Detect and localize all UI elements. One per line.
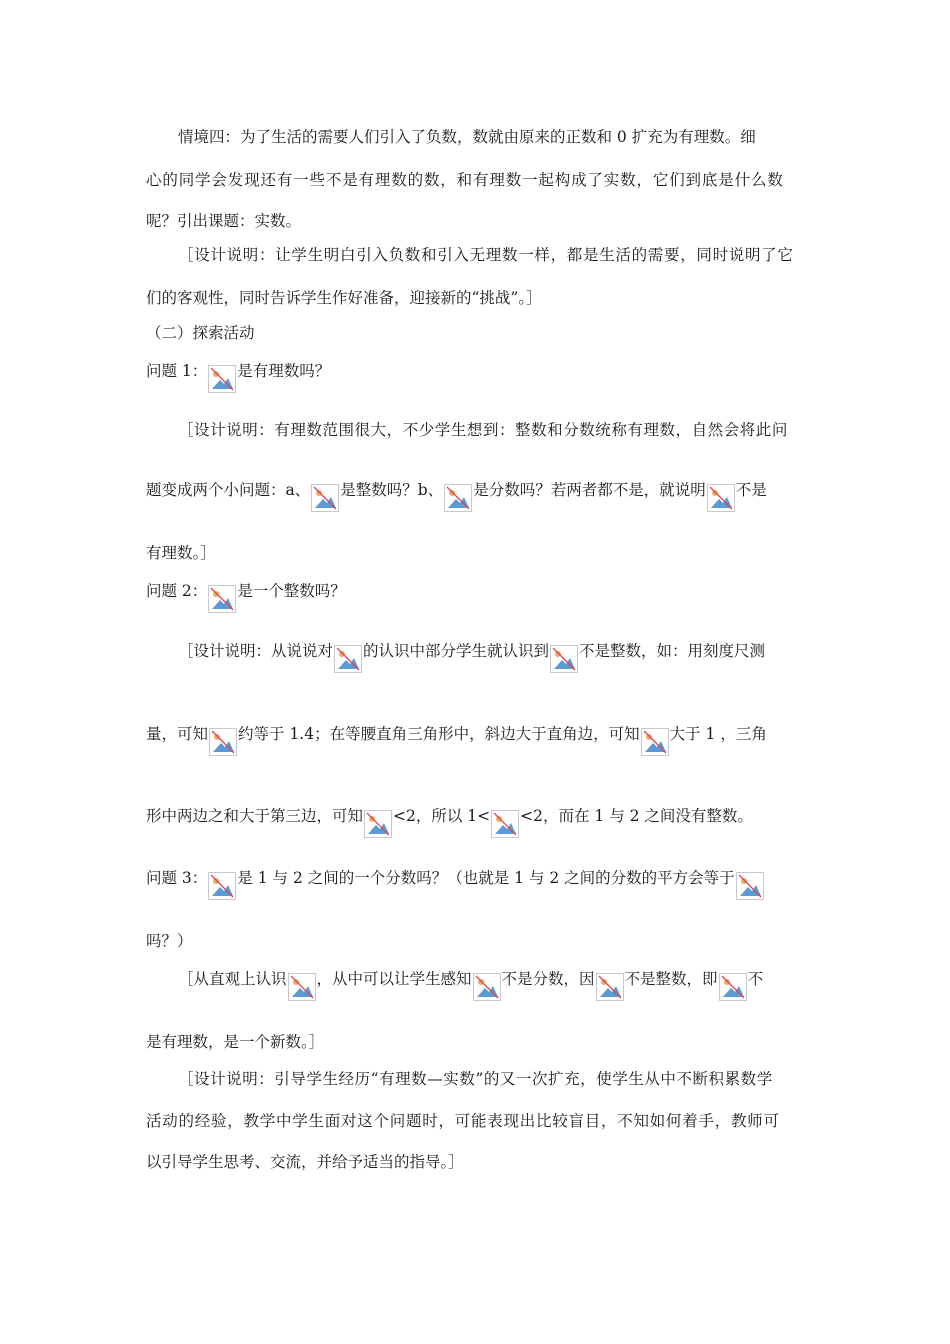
question-2 [146,581,346,613]
q1-note-text-b: 是整数吗？b、 [340,481,444,499]
broken-image-icon [473,973,501,1001]
broken-image-icon [719,973,747,1001]
q3-note-text-d: 不是整数，即 [624,970,718,988]
q3-note-text-a: ［从直观上认识 [178,970,287,988]
q2-note-text-h: <2，所以 1< [393,807,491,825]
q1-note-text-a: 题变成两个小问题：a、 [146,481,311,499]
q3-note-text-e: 不 [747,970,764,988]
broken-image-icon [707,484,735,512]
q3-note-line1 [178,969,763,1001]
q1-note-text-d: 不是 [735,481,767,499]
situation4-line2: 心的同学会发现还有一些不是有理数的数，和有理数一起构成了实数，它们到底是什么数 [146,171,784,189]
q1-note-line1: ［设计说明：有理数范围很大，不少学生想到：整数和分数统称有理数，自然会将此问 [178,421,788,439]
broken-image-icon [311,484,339,512]
question-3-line2: 吗？） [146,932,193,950]
q2-note-text-i: <2，而在 1 与 2 之间没有整数。 [520,807,753,825]
q2-note-text-c: 不是整数，如：用刻度尺测 [579,642,766,660]
question-1 [146,361,330,393]
q1-note-line3: 有理数。］ [146,544,216,562]
design-final-line1: ［设计说明：引导学生经历“有理数—实数”的又一次扩充，使学生从中不断积累数学 [178,1070,773,1088]
question-1-text: 是有理数吗？ [237,362,331,380]
q1-note-text-c: 是分数吗？若两者都不是，就说明 [473,481,706,499]
q3-note-text-c: 不是分数，因 [501,970,595,988]
q2-note-text-e: 约等于 1.4；在等腰直角三角形中，斜边大于直角边，可知 [238,725,640,743]
broken-image-icon [444,484,472,512]
q1-note-line2 [146,480,767,512]
broken-image-icon [208,585,236,613]
question-2-text: 是一个整数吗？ [237,582,346,600]
broken-image-icon [550,645,578,673]
q2-note-line2 [146,724,767,756]
situation4-line1: 情境四：为了生活的需要人们引入了负数，数就由原来的正数和 0 扩充为有理数。细 [178,128,756,146]
question-3 [146,868,765,900]
design-final-line3: 以引导学生思考、交流，并给予适当的指导。］ [146,1153,464,1171]
section-title: （二）探索活动 [146,324,255,342]
question-3-label: 问题 3： [146,869,208,887]
broken-image-icon [641,728,669,756]
broken-image-icon [334,645,362,673]
q2-note-text-d: 量，可知 [146,725,209,743]
broken-image-icon [596,973,624,1001]
design-final-line2: 活动的经验，教学中学生面对这个问题时，可能表现出比较盲目，不知如何着手，教师可 [146,1112,780,1130]
broken-image-icon [208,872,236,900]
question-3-text: 是 1 与 2 之间的一个分数吗？（也就是 1 与 2 之间的分数的平方会等于 [237,869,735,887]
q3-note-line2: 是有理数，是一个新数。］ [146,1033,325,1051]
q2-note-line1 [178,641,765,673]
design-note1-line2: 们的客观性，同时告诉学生作好准备，迎接新的“挑战”。］ [146,289,542,307]
q2-note-text-b: 的认识中部分学生就认识到 [363,642,550,660]
q3-note-text-b: ，从中可以让学生感知 [316,970,472,988]
situation4-line3: 呢？引出课题：实数。 [146,212,302,230]
broken-image-icon [288,973,316,1001]
q2-note-text-f: 大于 1 ，三角 [669,725,767,743]
broken-image-icon [491,810,519,838]
broken-image-icon [736,872,764,900]
q2-note-text-g: 形中两边之和大于第三边，可知 [146,807,364,825]
question-2-label: 问题 2： [146,582,208,600]
question-1-label: 问题 1： [146,362,208,380]
broken-image-icon [209,728,237,756]
q2-note-text-a: ［设计说明：从说说对 [178,642,334,660]
broken-image-icon [208,365,236,393]
q2-note-line3 [146,806,753,838]
broken-image-icon [364,810,392,838]
design-note1-line1: ［设计说明：让学生明白引入负数和引入无理数一样，都是生活的需要，同时说明了它 [178,246,794,264]
